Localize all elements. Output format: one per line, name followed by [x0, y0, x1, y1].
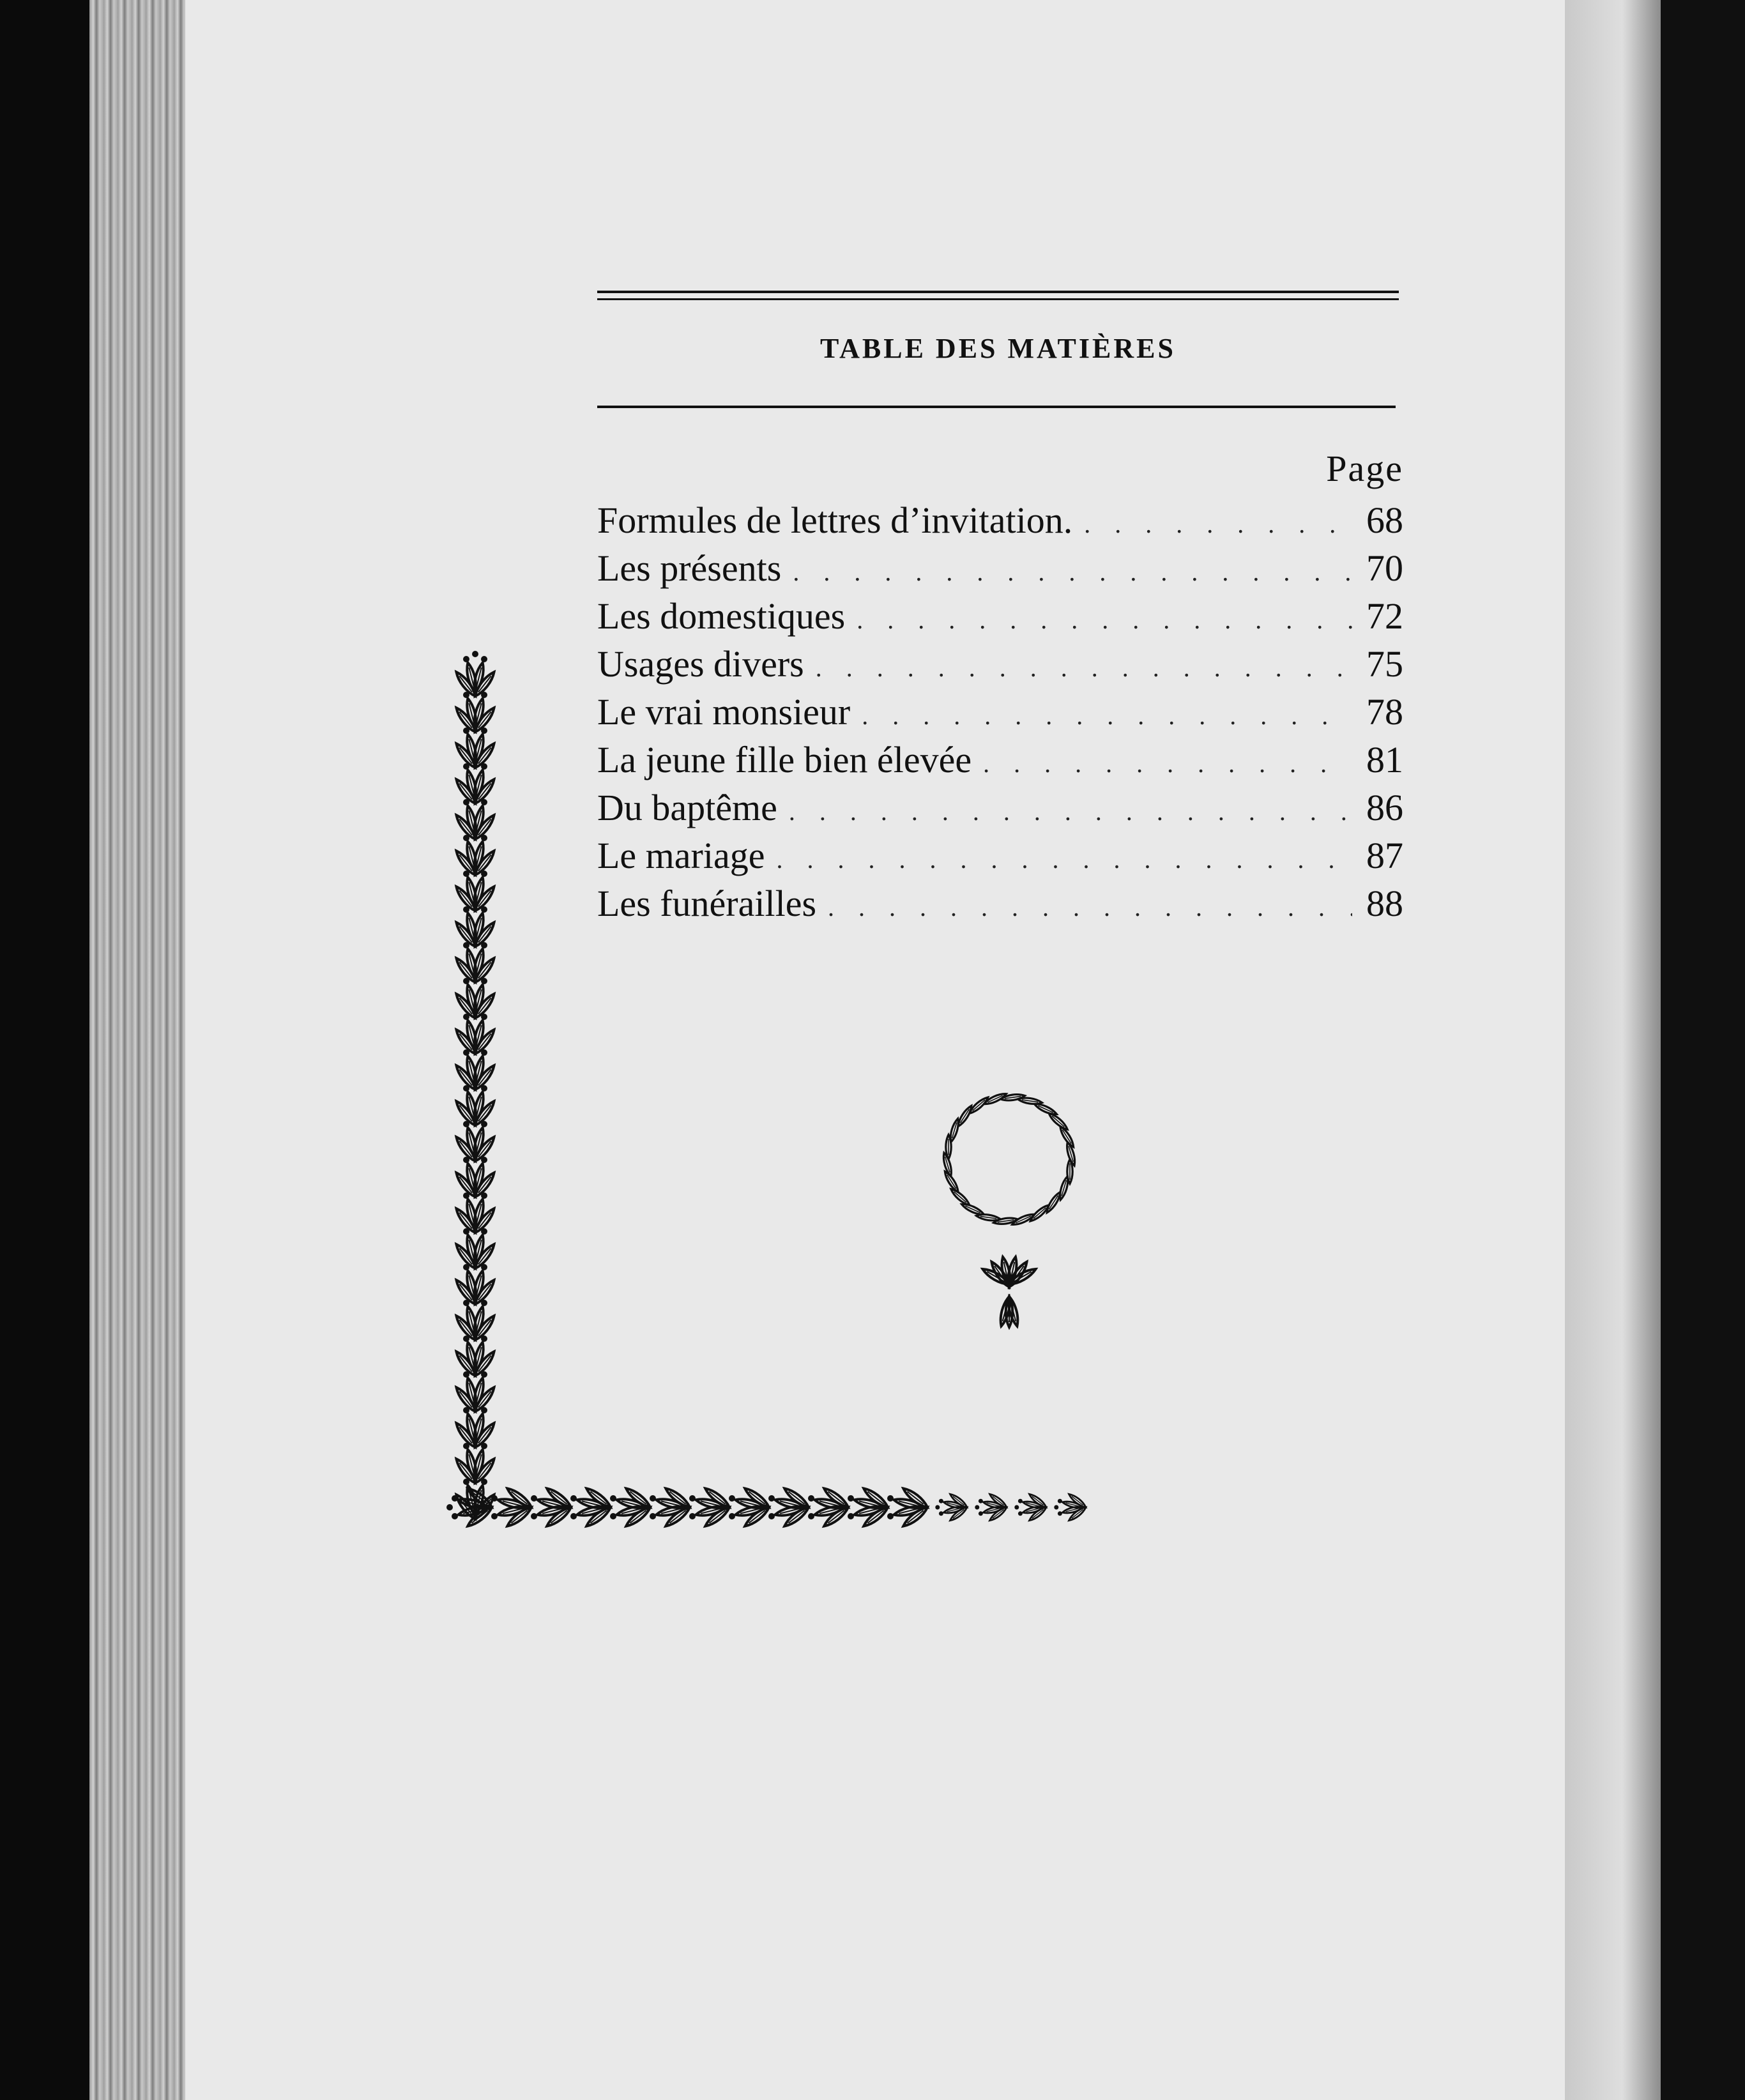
- page-column-header: [597, 447, 1403, 490]
- toc-title: TABLE DES MATIÈRES: [820, 333, 1176, 364]
- toc-entry-title: La jeune fille bien élevée: [597, 739, 972, 780]
- toc-entry: [597, 496, 1403, 544]
- toc-entry-page: 75: [1366, 643, 1403, 685]
- toc-entry-page: 81: [1366, 739, 1403, 780]
- laurel-sprig-horizontal: [1014, 1492, 1048, 1522]
- toc-entry-page: 72: [1366, 595, 1403, 637]
- toc-entry: [597, 592, 1403, 640]
- leader-dots: [1072, 500, 1352, 548]
- toc-entry-page: 78: [1366, 691, 1403, 733]
- toc-entry-title: Le mariage: [597, 835, 765, 876]
- wreath-leaf: [956, 1104, 974, 1128]
- page-label: Page: [1326, 448, 1403, 489]
- toc-entry-page: 88: [1366, 883, 1403, 924]
- laurel-wreath-vignette: [913, 1070, 1105, 1351]
- laurel-sprig-horizontal: [1054, 1492, 1087, 1522]
- toc-entry-title: Du baptême: [597, 787, 777, 828]
- top-double-rule: [597, 291, 1399, 302]
- leader-dots: [845, 596, 1352, 644]
- toc-entry-page: 68: [1366, 499, 1403, 541]
- toc-entry-title: Les présents: [597, 547, 782, 589]
- toc-entry-title: Le vrai monsieur: [597, 691, 851, 733]
- title-rule: [597, 406, 1396, 408]
- toc-entry-page: 86: [1366, 787, 1403, 828]
- leader-dots: [781, 548, 1352, 596]
- toc-entry-title: Les funérailles: [597, 883, 817, 924]
- wreath-leaf: [949, 1187, 972, 1206]
- laurel-sprig-horizontal: [935, 1492, 968, 1522]
- wreath-leaf: [1065, 1141, 1077, 1166]
- toc-entry-title: Les domestiques: [597, 595, 846, 637]
- toc-entry-page: 87: [1366, 835, 1403, 876]
- book-page-edges: [89, 0, 185, 2100]
- toc-entry-page: 70: [1366, 547, 1403, 589]
- wreath-leaf: [1047, 1111, 1069, 1131]
- facing-page-edge: [1565, 0, 1661, 2100]
- toc-entry: [597, 544, 1403, 592]
- wreath-leaf: [1045, 1191, 1063, 1214]
- laurel-sprig-horizontal: [975, 1492, 1008, 1522]
- toc-entry-title: Formules de lettres d’invitation.: [597, 499, 1073, 541]
- toc-entry-title: Usages divers: [597, 643, 804, 685]
- scan-margin: [1661, 0, 1745, 2100]
